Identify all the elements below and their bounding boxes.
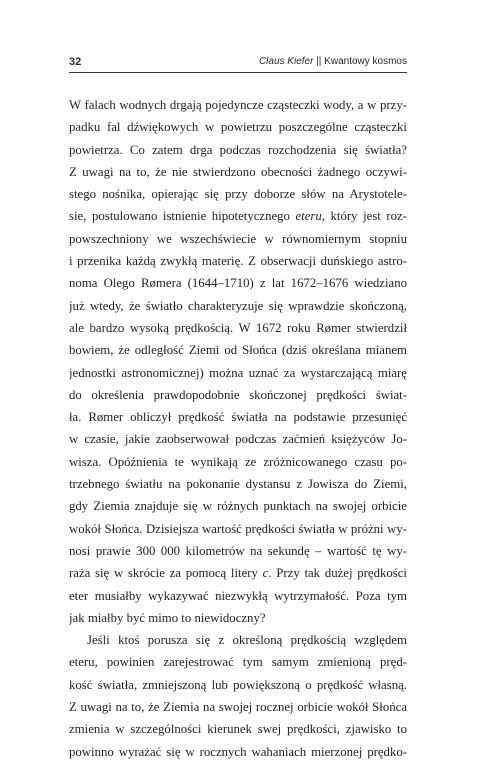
text-line: jak miałby być mimo to niewidoczny? — [69, 610, 266, 625]
text-line: trzebnego światłu na pokonanie dystansu z Jowisza do Ziemi, — [69, 477, 407, 492]
author-name: Claus Kiefer — [258, 56, 314, 67]
text-segment: , który jest roz- — [321, 209, 407, 224]
text-line: bowiem, że odległość Ziemi od Słońca (dziś określana mianem — [69, 343, 407, 358]
text-line: już wtedy, że światło charakteryzuje się wprawdzie skończoną, — [69, 298, 407, 313]
text-line: W falach wodnych drgają pojedyncze cząsteczki wody, a w przy- — [69, 98, 407, 112]
book-title: Kwantowy kosmos — [324, 56, 407, 67]
text-line: noma Olego Rømera (1644–1710) z lat 1672–1676 wiedziano — [69, 276, 407, 291]
text-line: eteru, powinien zarejestrować tym samym zmienioną pręd- — [69, 655, 407, 670]
text-segment: . Przy tak dużej prędkości — [268, 566, 407, 581]
text-line: Z uwagi na to, że nie stwierdzono obecności żadnego oczywi- — [69, 164, 407, 179]
text-line: powietrza. Co zatem drga podczas rozchodzenia się światła? — [69, 142, 407, 157]
body-text — [69, 94, 407, 763]
text-line: w czasie, jakie zaobserwował podczas zaćmień księżyców Jo- — [69, 432, 407, 447]
italic-term: eteru — [295, 209, 322, 224]
text-line: wisza. Opóźnienia te wynikają ze zróżnicowanego czasu po- — [69, 454, 407, 469]
text-line: gdy Ziemia znajduje się w różnych punktach na swojej orbicie — [69, 499, 407, 514]
text-line: zmienia w szczególności kierunek swej prędkości, zjawisko to — [69, 722, 407, 737]
header-separator: || — [316, 56, 322, 67]
text-line: jednostki astronomicznej) można uznać za wystarczającą miarę — [69, 365, 407, 380]
text-line: ale bardzo wysoką prędkością. W 1672 roku Rømer stwierdził — [69, 320, 407, 335]
text-line: i przenika każdą zwykłą materię. Z obserwacji duńskiego astro- — [69, 254, 407, 269]
text-line: do określenia prawdopodobnie skończonej prędkości świat- — [69, 387, 407, 402]
running-head — [259, 56, 407, 67]
text-line — [69, 562, 407, 584]
text-line: stego nośnika, opierając się przy doborze słów na Arystotele- — [69, 187, 407, 202]
text-line: powszechniony we wszechświecie w równomiernym stopniu — [69, 231, 407, 246]
italic-term: c — [262, 566, 269, 581]
text-line: padku fal dźwiękowych w powietrzu poszczególne cząsteczki — [69, 120, 407, 135]
text-segment: sie, postulowano istnienie hipotetycznego — [69, 209, 296, 224]
text-segment: raża się w skrócie za pomocą litery — [69, 566, 263, 581]
running-header — [69, 56, 407, 70]
text-line: powinno wyrażać się w rocznych wahaniach mierzonej prędko- — [69, 744, 407, 759]
header-rule — [69, 72, 407, 73]
text-line: nosi prawie 300 000 kilometrów na sekundę – wartość tę wy- — [69, 543, 407, 558]
text-line: eter musiałby wykazywać niezwykłą wytrzymałość. Poza tym — [69, 588, 407, 603]
text-line: Jeśli ktoś porusza się z określoną prędkością względem — [87, 633, 407, 648]
text-line — [69, 205, 407, 227]
text-line: wokół Słońca. Dzisiejsza wartość prędkości światła w próżni wy- — [69, 521, 407, 536]
text-line: kość światła, zmniejszoną lub powiększoną o prędkość własną. — [69, 677, 407, 692]
text-line: ła. Rømer obliczył prędkość światła na podstawie przesunięć — [69, 410, 407, 425]
page-number: 32 — [69, 56, 82, 68]
text-line: Z uwagi na to, że Ziemia na swojej rocznej orbicie wokół Słońca — [69, 700, 407, 715]
